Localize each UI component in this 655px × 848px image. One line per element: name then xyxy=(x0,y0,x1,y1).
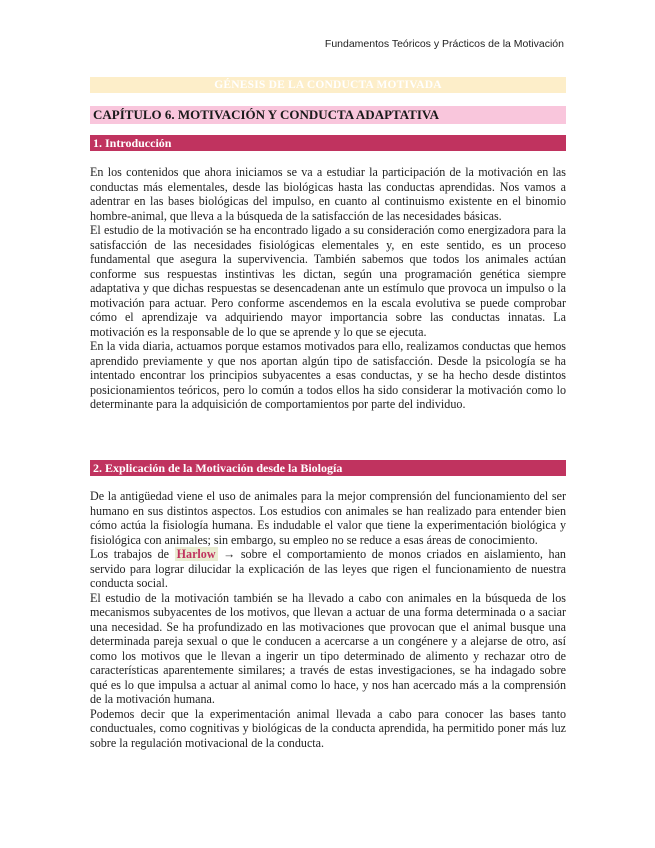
paragraph: De la antigüedad viene el uso de animales para la mejor comprensión del funcionamiento del ser humano en sus distintos aspectos. Los estudios con animales se han realizado para entender bien cómo actúa la fisiología humana. Es indudable el valor que tiene la experimentación biológica y fisiológica con animales; sin embargo, su empleo no se reduce a esas áreas de conocimiento. xyxy=(90,489,566,547)
paragraph: Podemos decir que la experimentación animal llevada a cabo para conocer las bases tanto conductuales, como cognitivas y biológicas de la conducta aprendida, ha permitido poner más luz sobre la regulación motivacional de la conducta. xyxy=(90,706,566,750)
running-header: Fundamentos Teóricos y Prácticos de la Motivación xyxy=(324,38,564,50)
paragraph: El estudio de la motivación también se ha llevado a cabo con animales en la búsqueda de los mecanismos subyacentes de los motivos, que llevan a actuar de una forma determinada o a saciar una necesidad. Se ha profundizado en las motivaciones que provocan que el animal busque una determinada pareja sexual o que le conducen a acercarse a un congénere y a alejarse de otro, así como los motivos que le llevan a ingerir un tipo determinado de alimento y rechazar otro de características aparentemente similares; a través de estas investigaciones, se ha indagado sobre qué es lo que impulsa a actuar al animal como lo hace, y nos han acercado más a la comprensión de la motivación humana. xyxy=(90,590,566,706)
harlow-link[interactable]: Harlow xyxy=(176,547,216,561)
paragraph: En los contenidos que ahora iniciamos se va a estudiar la participación de la motivación en las conductas más elementales, desde las biológicas hasta las conductas aprendidas. Nos vamos a adentrar en las bases biológicas del impulso, en cuanto al continuismo existente en el binomio hombre-animal, que lleva a la búsqueda de la satisfacción de las necesidades básicas. xyxy=(90,165,566,223)
genesis-title: GÉNESIS DE LA CONDUCTA MOTIVADA xyxy=(90,77,566,93)
section-heading-introduccion: 1. Introducción xyxy=(90,135,566,151)
chapter-title: CAPÍTULO 6. MOTIVACIÓN Y CONDUCTA ADAPTATIVA xyxy=(90,106,566,124)
harlow-prefix: Los trabajos de xyxy=(90,547,175,561)
paragraph: El estudio de la motivación se ha encontrado ligado a su consideración como energizadora para la satisfacción de las necesidades fisiológicas elementales y, en este sentido, es un proceso fundamental que asegura la supervivencia. También sabemos que todos los animales actúan conforme sus respuestas instintivas les dictan, según una programación genética siempre adaptativa y que dichas respuestas se desencadenan ante un estímulo que provoca un impulso o la motivación para actuar. Pero conforme ascendemos en la escala evolutiva se puede comprobar cómo el aprendizaje va adquiriendo mayor importancia sobre las conductas innatas. La motivación es la responsable de lo que se aprende y lo que se ejecuta. xyxy=(90,223,566,339)
introduccion-body xyxy=(90,165,566,412)
biologia-body xyxy=(90,489,566,750)
paragraph-harlow xyxy=(90,547,566,591)
paragraph: En la vida diaria, actuamos porque estamos motivados para ello, realizamos conductas que hemos aprendido previamente y que nos aportan algún tipo de satisfacción. Desde la psicología se ha intentado encontrar los principios subyacentes a esas conductas, y se ha hecho desde distintos posicionamientos teóricos, pero lo común a todos ellos ha sido considerar la motivación como lo determinante para la adquisición de comportamientos por parte del individuo. xyxy=(90,339,566,411)
section-heading-biologia: 2. Explicación de la Motivación desde la Biología xyxy=(90,460,566,476)
harlow-suffix: → sobre el comportamiento de monos criados en aislamiento, han servido para lograr dilucidar la explicación de las leyes que rigen el funcionamiento de nuestra conducta social. xyxy=(90,547,566,590)
